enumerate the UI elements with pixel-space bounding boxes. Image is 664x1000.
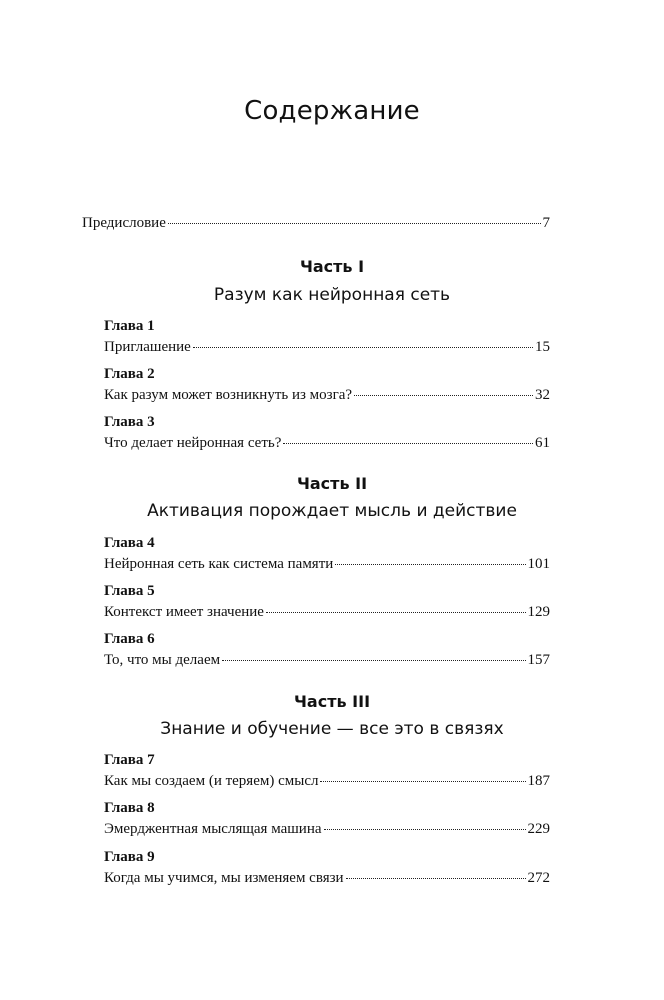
chapter-title: Как разум может возникнуть из мозга?: [104, 387, 353, 403]
page-number: 229: [527, 821, 550, 837]
dot-leader: [335, 564, 525, 565]
page-number: 101: [527, 556, 550, 572]
preface-entry[interactable]: [82, 214, 550, 232]
chapter-title: Приглашение: [104, 339, 191, 355]
chapter-entry[interactable]: [104, 555, 550, 573]
chapter-title: Эмерджентная мыслящая машина: [104, 821, 322, 837]
chapter-heading: Глава 1: [104, 318, 155, 334]
dot-leader: [346, 878, 526, 879]
chapter-heading: Глава 5: [104, 583, 155, 599]
dot-leader: [222, 660, 525, 661]
dot-leader: [168, 223, 541, 224]
chapter-heading: Глава 6: [104, 631, 155, 647]
chapter-heading: Глава 9: [104, 849, 155, 865]
chapter-heading: Глава 4: [104, 535, 155, 551]
chapter-entry[interactable]: [104, 338, 550, 356]
preface-label: Предисловие: [82, 215, 166, 231]
chapter-heading: Глава 2: [104, 366, 155, 382]
chapter-title: Как мы создаем (и теряем) смысл: [104, 773, 319, 789]
page-number: 32: [535, 387, 550, 403]
chapter-title: Контекст имеет значение: [104, 604, 264, 620]
part-label: Часть I: [299, 257, 365, 276]
chapter-title: Когда мы учимся, мы изменяем связи: [104, 870, 344, 886]
chapter-heading: Глава 7: [104, 752, 155, 768]
dot-leader: [193, 347, 533, 348]
part-title: Разум как нейронная сеть: [213, 285, 451, 305]
part-label: Часть II: [296, 474, 368, 493]
chapter-heading: Глава 8: [104, 800, 155, 816]
page-number: 272: [527, 870, 550, 886]
chapter-heading: Глава 3: [104, 414, 155, 430]
chapter-entry[interactable]: [104, 820, 550, 838]
dot-leader: [320, 781, 525, 782]
chapter-title: То, что мы делаем: [104, 652, 221, 668]
chapter-entry[interactable]: [104, 869, 550, 887]
chapter-title: Что делает нейронная сеть?: [104, 435, 282, 451]
dot-leader: [283, 443, 533, 444]
part-label: Часть III: [293, 692, 371, 711]
chapter-entry[interactable]: [104, 651, 550, 669]
chapter-entry[interactable]: [104, 603, 550, 621]
chapter-title: Нейронная сеть как система памяти: [104, 556, 334, 572]
chapter-entry[interactable]: [104, 434, 550, 452]
chapter-entry[interactable]: [104, 386, 550, 404]
chapter-entry[interactable]: [104, 772, 550, 790]
page-number: 157: [527, 652, 550, 668]
dot-leader: [354, 395, 533, 396]
page-number: 129: [527, 604, 550, 620]
page-number: 15: [535, 339, 550, 355]
part-title: Активация порождает мысль и действие: [147, 501, 517, 521]
part-title: Знание и обучение — все это в связях: [160, 719, 504, 739]
page-title: Содержание: [244, 96, 420, 126]
dot-leader: [324, 829, 526, 830]
page-number: 187: [527, 773, 550, 789]
page-number: 61: [535, 435, 550, 451]
dot-leader: [266, 612, 526, 613]
page-number: 7: [542, 215, 550, 231]
